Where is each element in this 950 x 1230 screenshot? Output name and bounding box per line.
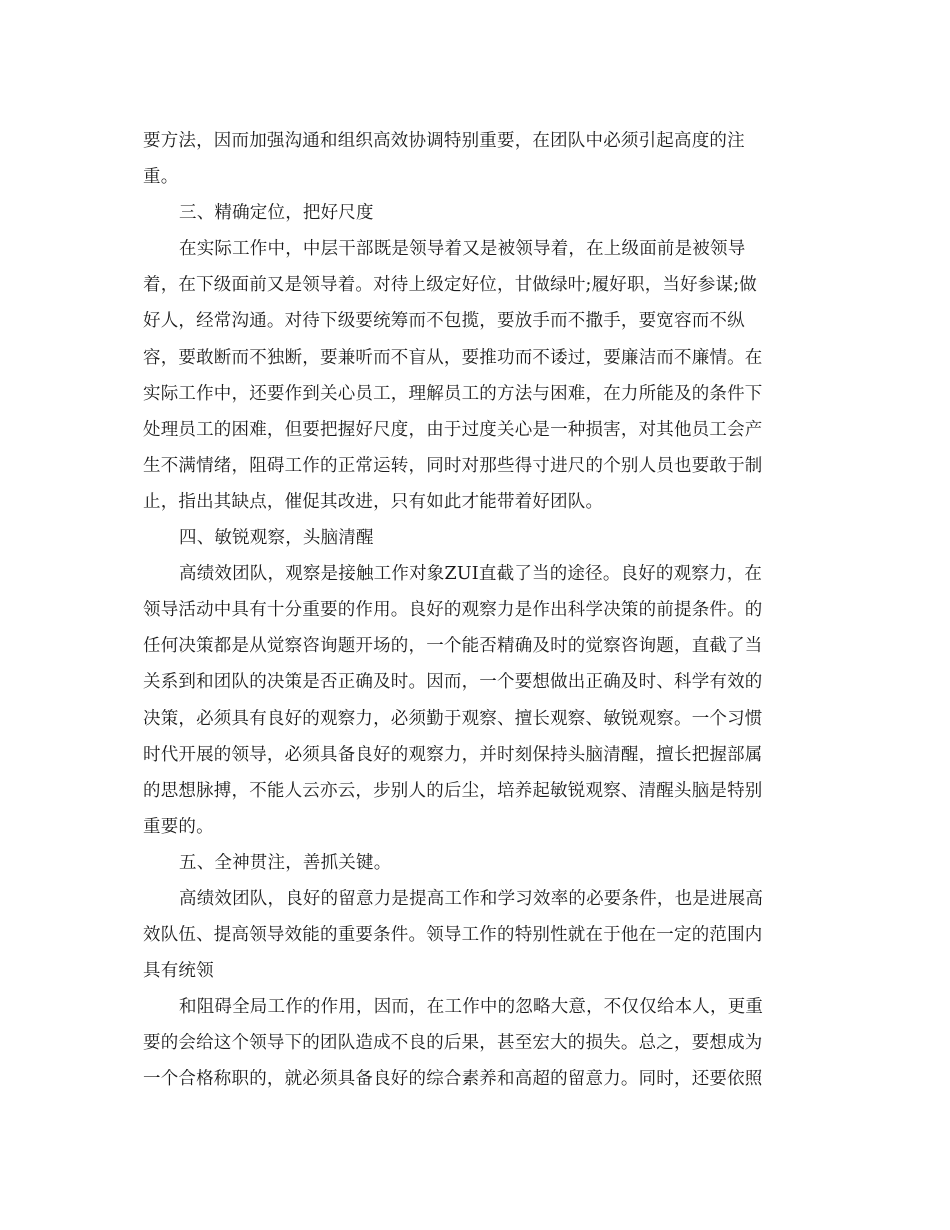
text-line: 效队伍、提高领导效能的重要条件。领导工作的特别性就在于他在一定的范围内	[143, 925, 763, 946]
text-line: 和阻碍全局工作的作用，因而，在工作中的忽略大意，不仅仅给本人，更重	[179, 997, 764, 1018]
section-heading: 四、敏锐观察，头脑清醒	[179, 528, 374, 549]
text-line: 领导活动中具有十分重要的作用。良好的观察力是作出科学决策的前提条件。的	[143, 600, 763, 621]
text-line: 要方法，因而加强沟通和组织高效协调特别重要，在团队中必须引起高度的注	[143, 131, 745, 151]
text-line: 具有统领	[143, 961, 214, 982]
text-line: 止，指出其缺点，催促其改进，只有如此才能带着好团队。	[143, 491, 604, 512]
section-heading: 三、精确定位，把好尺度	[179, 203, 374, 224]
text-line: 时代开展的领导，必须具备良好的观察力，并时刻保持头脑清醒，擅长把握部属	[143, 744, 763, 765]
text-line: 处理员工的困难，但要把握好尺度，由于过度关心是一种损害，对其他员工会产	[143, 419, 763, 440]
text-line: 生不满情绪，阻碍工作的正常运转，同时对那些得寸进尺的个别人员也要敢于制	[143, 455, 763, 476]
text-line: 好人，经常沟通。对待下级要统筹而不包揽，要放手而不撒手，要宽容而不纵	[143, 311, 745, 332]
document-body	[143, 123, 803, 1098]
text-line: 任何决策都是从觉察咨询题开场的，一个能否精确及时的觉察咨询题，直截了当	[143, 636, 763, 657]
text-line: 重要的。	[143, 816, 214, 837]
text-line: 重。	[143, 167, 179, 188]
text-line: 关系到和团队的决策是否正确及时。因而，一个要想做出正确及时、科学有效的	[143, 672, 763, 693]
text-line: 容，要敢断而不独断，要兼听而不盲从，要推功而不诿过，要廉洁而不廉情。在	[143, 347, 763, 368]
text-line: 着，在下级面前又是领导着。对待上级定好位，甘做绿叶;履好职，当好参谋;做	[143, 275, 757, 296]
text-line: 的思想脉搏，不能人云亦云，步别人的后尘，培养起敏锐观察、清醒头脑是特别	[143, 780, 763, 801]
text-line: 决策，必须具有良好的观察力，必须勤于观察、擅长观察、敏锐观察。一个习惯	[143, 708, 763, 729]
text-line: 一个合格称职的，就必须具备良好的综合素养和高超的留意力。同时，还要依照	[143, 1069, 763, 1090]
section-heading: 五、全神贯注，善抓关键。	[179, 852, 392, 873]
text-line: 高绩效团队，观察是接触工作对象ZUI直截了当的途径。良好的观察力，在	[179, 564, 763, 585]
text-line: 实际工作中，还要作到关心员工，理解员工的方法与困难，在力所能及的条件下	[143, 383, 763, 404]
text-line: 要的会给这个领导下的团队造成不良的后果，甚至宏大的损失。总之，要想成为	[143, 1033, 763, 1054]
text-line: 在实际工作中，中层干部既是领导着又是被领导着，在上级面前是被领导	[179, 239, 746, 260]
text-line: 高绩效团队，良好的留意力是提高工作和学习效率的必要条件，也是进展高	[179, 888, 764, 909]
